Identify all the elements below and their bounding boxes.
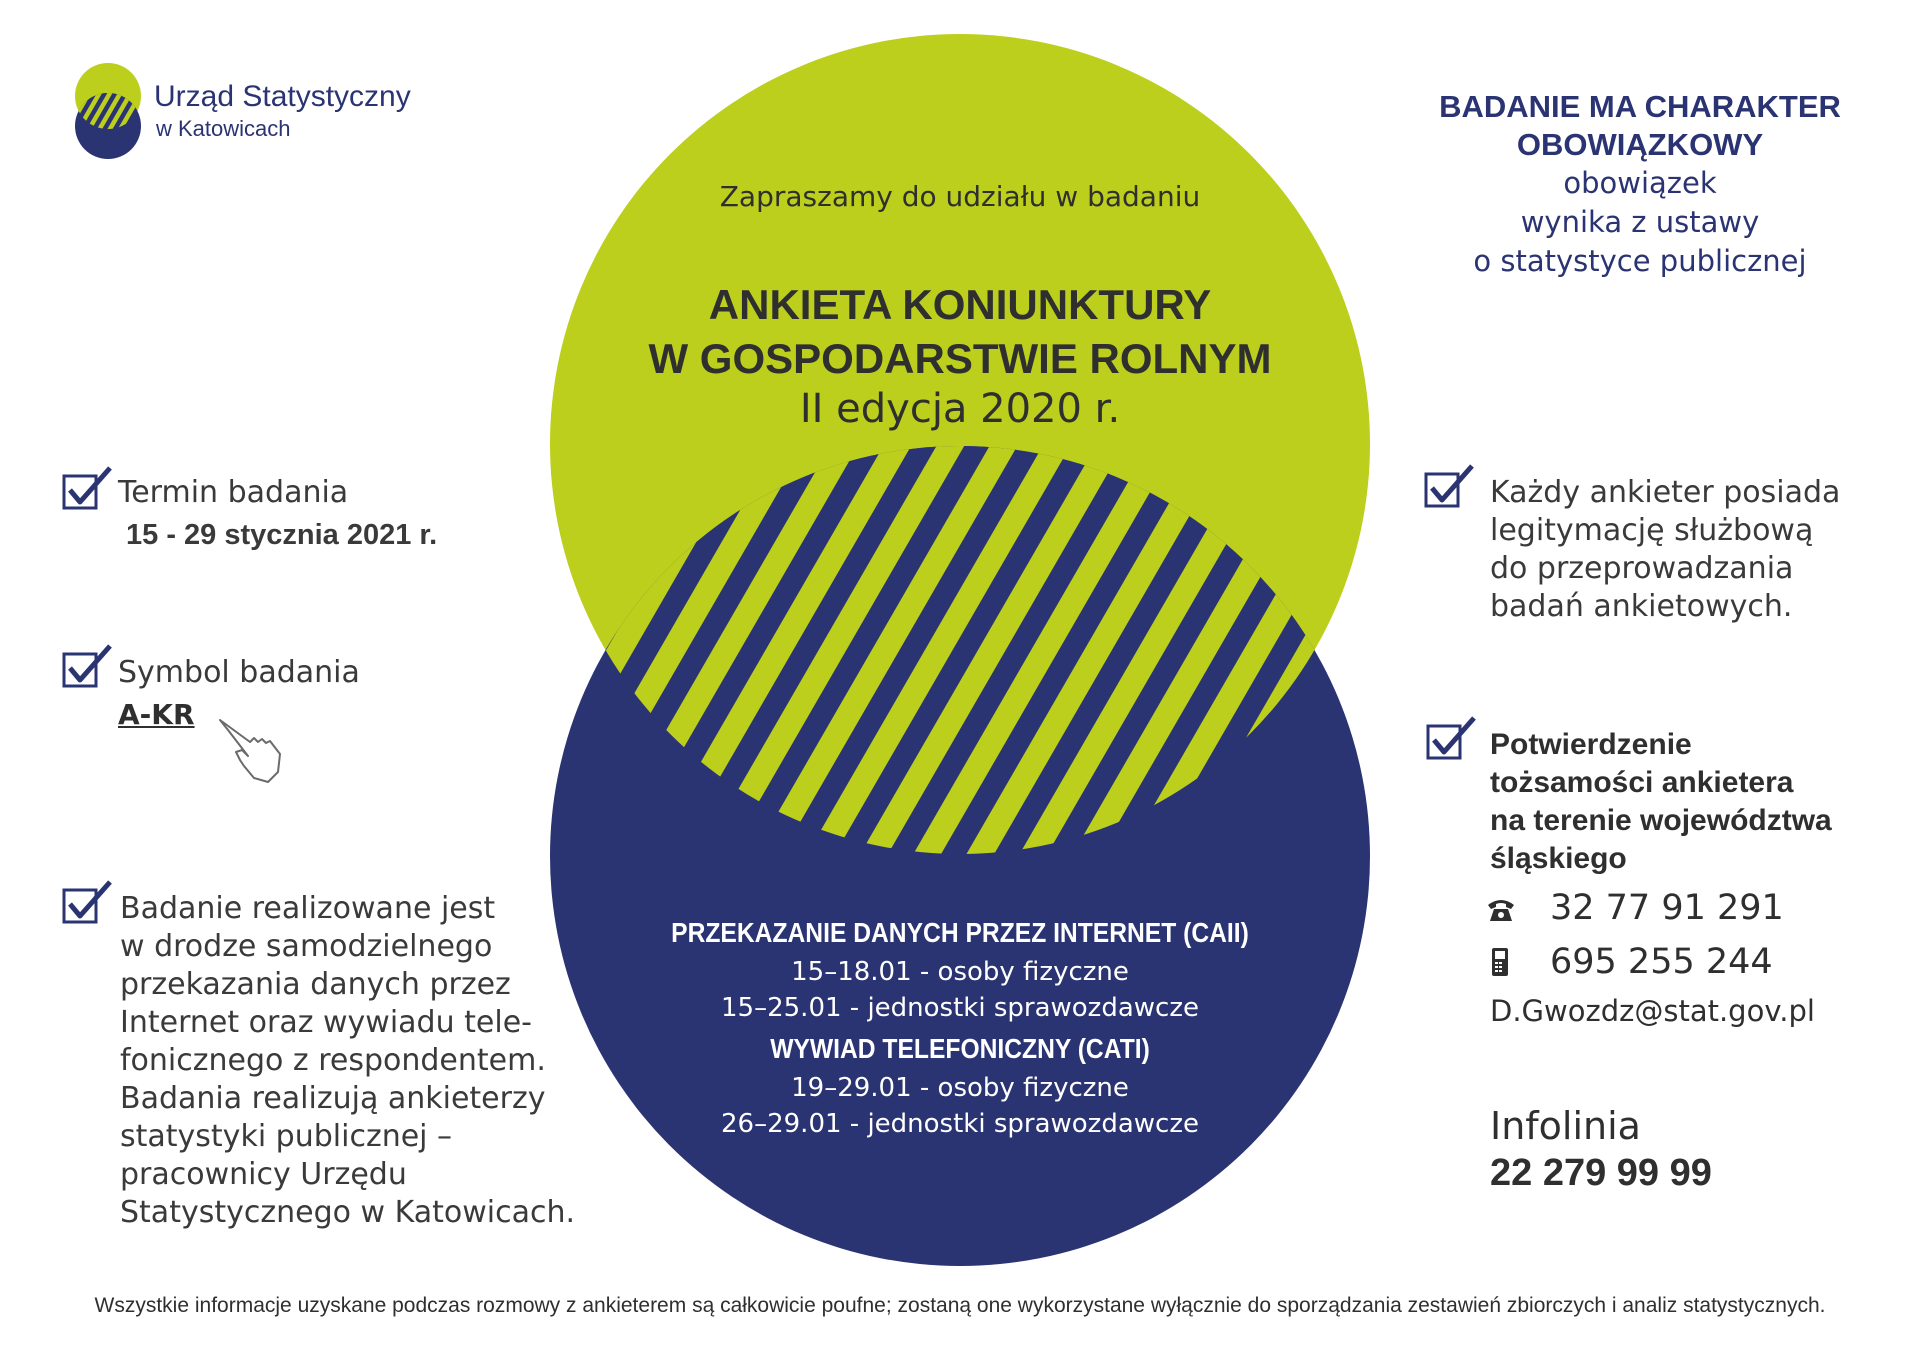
- notice-line-1: BADANIE MA CHARAKTER: [1439, 89, 1841, 124]
- method-line: statystyki publicznej –: [120, 1119, 453, 1154]
- method-line: pracownicy Urzędu: [120, 1157, 407, 1192]
- symbol-label: Symbol badania: [118, 655, 360, 690]
- infoline-label: Infolinia: [1490, 1104, 1641, 1148]
- invite-text: Zapraszamy do udziału w badaniu: [719, 180, 1201, 213]
- interviewer-id-text: [1490, 474, 1840, 626]
- id-line: badań ankietowych.: [1490, 589, 1793, 624]
- symbol-value: A-KR: [118, 698, 195, 731]
- logo-city: w Katowicach: [156, 116, 291, 141]
- checkbox-icon: [62, 466, 114, 512]
- confirm-line: śląskiego: [1490, 842, 1627, 875]
- checkbox-icon: [62, 880, 114, 926]
- id-line: do przeprowadzania: [1490, 551, 1794, 586]
- edition-text: II edycja 2020 r.: [799, 386, 1121, 432]
- cati-line-2: 26–29.01 - jednostki sprawozdawcze: [721, 1109, 1199, 1139]
- confirm-line: na terenie województwa: [1490, 804, 1832, 837]
- notice-line-2: OBOWIĄZKOWY: [1516, 127, 1764, 162]
- identity-confirmation-heading: [1490, 726, 1832, 878]
- caii-line-1: 15–18.01 - osoby fizyczne: [791, 957, 1129, 987]
- mobile-phone-icon: [1490, 946, 1510, 978]
- method-line: Statystycznego w Katowicach.: [120, 1195, 576, 1230]
- survey-title-line-1: ANKIETA KONIUNKTURY: [708, 281, 1212, 328]
- method-line: Badanie realizowane jest: [120, 891, 496, 926]
- confidentiality-footer: Wszystkie informacje uzyskane podczas rozmowy z ankieterem są całkowicie poufne; zostaną one wykorzystane wyłącznie do sporządzania zestawień zbiorczych i analiz statystycznych.: [94, 1294, 1826, 1317]
- checkbox-icon: [1426, 716, 1478, 762]
- notice-line-5: o statystyce publicznej: [1473, 244, 1807, 278]
- method-line: przekazania danych przez: [120, 967, 511, 1002]
- method-line: w drodze samodzielnego: [120, 929, 493, 964]
- logo-name: Urząd Statystyczny: [154, 80, 411, 113]
- mandatory-notice: [1400, 88, 1880, 281]
- id-line: legitymację służbową: [1490, 513, 1814, 548]
- landline-number[interactable]: 32 77 91 291: [1550, 888, 1784, 928]
- collection-schedule: [560, 0, 1360, 1358]
- method-line: fonicznego z respondentem.: [120, 1043, 546, 1078]
- checkbox-icon: [1424, 464, 1476, 510]
- mobile-number[interactable]: 695 255 244: [1550, 942, 1773, 982]
- infoline-number[interactable]: 22 279 99 99: [1490, 1152, 1712, 1194]
- confirm-line: tożsamości ankietera: [1490, 766, 1794, 799]
- contact-email[interactable]: D.Gwozdz@stat.gov.pl: [1490, 994, 1815, 1028]
- logo-mark: [75, 63, 141, 159]
- survey-title-line-2: W GOSPODARSTWIE ROLNYM: [648, 335, 1272, 382]
- pointing-hand-icon: [214, 712, 292, 788]
- term-label: Termin badania: [118, 475, 349, 510]
- term-value: 15 - 29 stycznia 2021 r.: [126, 519, 438, 551]
- method-description: [120, 890, 575, 1232]
- id-line: Każdy ankieter posiada: [1490, 475, 1841, 510]
- notice-line-3: obowiązek: [1563, 166, 1717, 200]
- caii-line-2: 15–25.01 - jednostki sprawozdawcze: [721, 993, 1199, 1023]
- notice-line-4: wynika z ustawy: [1520, 205, 1760, 239]
- method-line: Badania realizują ankieterzy: [120, 1081, 546, 1116]
- cati-line-1: 19–29.01 - osoby fizyczne: [791, 1073, 1129, 1103]
- cati-heading: WYWIAD TELEFONICZNY (CATI): [770, 1033, 1150, 1064]
- checkbox-icon: [62, 644, 114, 690]
- telephone-icon: [1486, 897, 1516, 923]
- method-line: Internet oraz wywiadu tele-: [120, 1005, 532, 1040]
- caii-heading: PRZEKAZANIE DANYCH PRZEZ INTERNET (CAII): [671, 917, 1249, 948]
- confirm-line: Potwierdzenie: [1490, 728, 1692, 761]
